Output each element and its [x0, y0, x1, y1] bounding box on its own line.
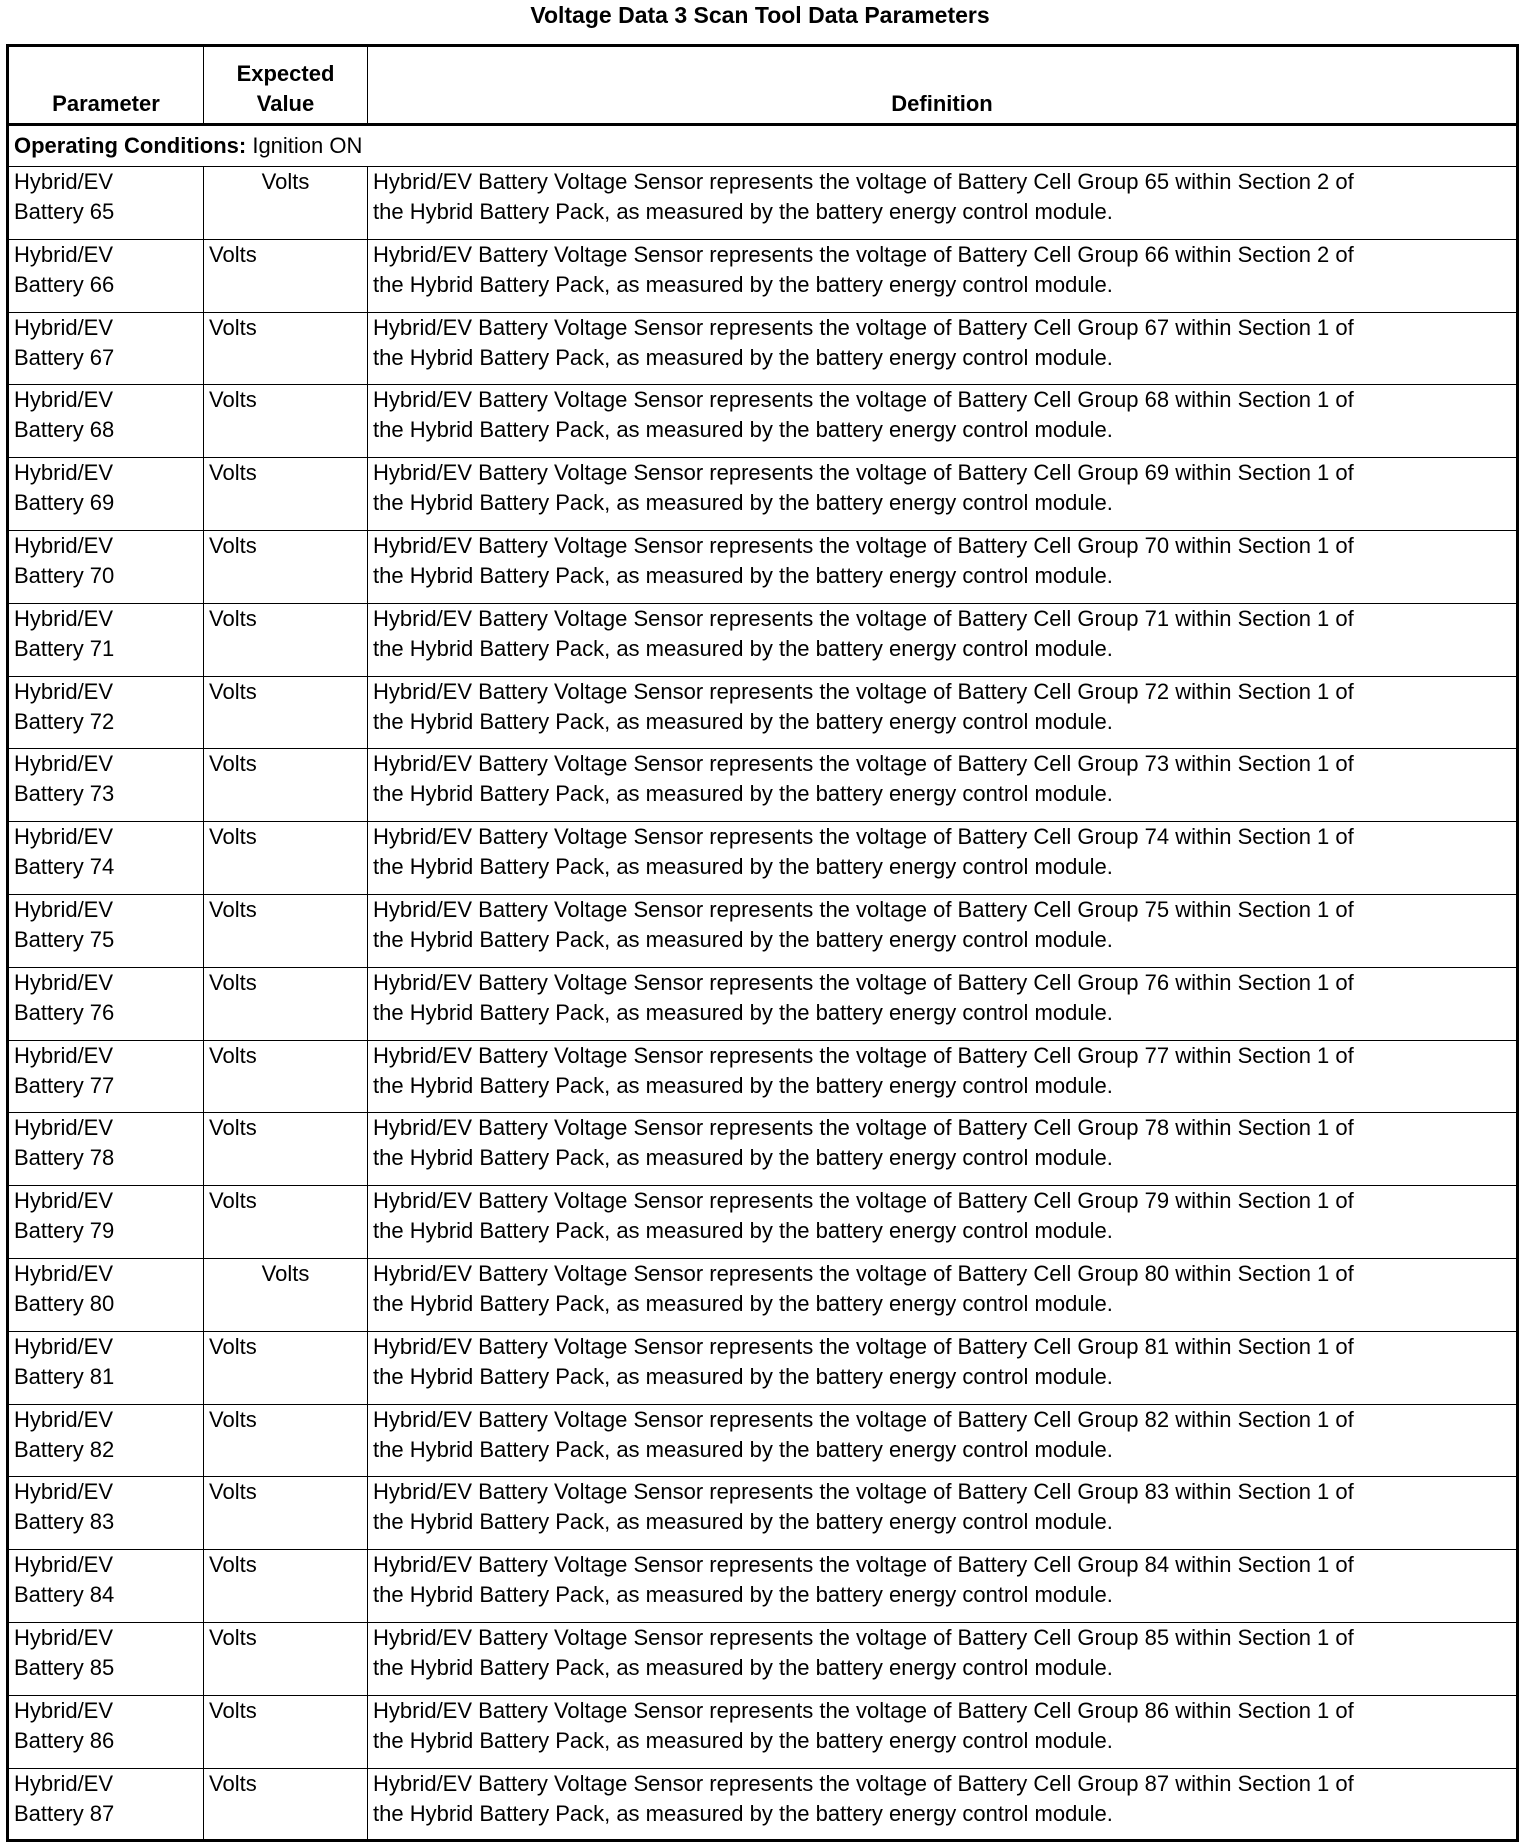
- parameter-name-line1: Hybrid/EV: [14, 1406, 114, 1432]
- parameter-name-line2: Battery 83: [14, 1509, 115, 1535]
- definition-cell: [368, 167, 1518, 240]
- parameter-cell: [8, 167, 204, 240]
- parameter-name-line2: Battery 76: [14, 999, 115, 1025]
- definition-line1: Hybrid/EV Battery Voltage Sensor represents the voltage of Battery Cell Group 65 within Section 2 of: [373, 169, 1354, 194]
- definition-line2: the Hybrid Battery Pack, as measured by the battery energy control module.: [373, 1727, 1113, 1753]
- parameter-name-line2: Battery 65: [14, 199, 115, 224]
- parameter-name-line2: Battery 86: [14, 1727, 115, 1753]
- definition-line1: Hybrid/EV Battery Voltage Sensor represents the voltage of Battery Cell Group 79 within Section 1 of: [373, 1188, 1354, 1214]
- expected-value-cell: Volts: [204, 530, 368, 603]
- definition-line1: Hybrid/EV Battery Voltage Sensor represents the voltage of Battery Cell Group 83 within Section 1 of: [373, 1479, 1354, 1505]
- expected-value-cell: Volts: [204, 1622, 368, 1695]
- definition-line1: Hybrid/EV Battery Voltage Sensor represents the voltage of Battery Cell Group 74 within Section 1 of: [373, 824, 1354, 850]
- definition-cell: [368, 1258, 1518, 1331]
- expected-value-cell: Volts: [204, 676, 368, 749]
- expected-value-cell: Volts: [204, 603, 368, 676]
- definition-line2: the Hybrid Battery Pack, as measured by the battery energy control module.: [373, 635, 1113, 661]
- table-row: [8, 385, 1518, 458]
- definition-line1: Hybrid/EV Battery Voltage Sensor represents the voltage of Battery Cell Group 72 within Section 1 of: [373, 678, 1354, 704]
- definition-line2: the Hybrid Battery Pack, as measured by the battery energy control module.: [373, 1436, 1113, 1462]
- definition-cell: [368, 1477, 1518, 1550]
- parameter-name-line2: Battery 70: [14, 562, 115, 588]
- parameter-name-line1: Hybrid/EV: [14, 1333, 114, 1359]
- definition-line1: Hybrid/EV Battery Voltage Sensor represents the voltage of Battery Cell Group 71 within Section 1 of: [373, 605, 1354, 631]
- parameter-cell: [8, 894, 204, 967]
- definition-line1: Hybrid/EV Battery Voltage Sensor represents the voltage of Battery Cell Group 87 within Section 1 of: [373, 1770, 1354, 1796]
- parameter-name-line2: Battery 79: [14, 1218, 115, 1244]
- table-row: [8, 676, 1518, 749]
- parameter-name-line2: Battery 87: [14, 1800, 115, 1826]
- table-row: [8, 967, 1518, 1040]
- definition-cell: [368, 1404, 1518, 1477]
- definition-cell: [368, 676, 1518, 749]
- parameter-name-line2: Battery 75: [14, 926, 115, 952]
- definition-cell: [368, 385, 1518, 458]
- column-header-expected-value-line2: Value: [256, 91, 315, 116]
- table-row: [8, 1404, 1518, 1477]
- definition-line2: the Hybrid Battery Pack, as measured by the battery energy control module.: [373, 271, 1113, 297]
- parameter-name-line2: Battery 84: [14, 1582, 115, 1608]
- column-header-expected-value-line1: Expected: [236, 61, 335, 86]
- parameter-cell: [8, 1040, 204, 1113]
- parameter-name-line1: Hybrid/EV: [14, 532, 114, 558]
- table-row: [8, 894, 1518, 967]
- definition-line1: Hybrid/EV Battery Voltage Sensor represents the voltage of Battery Cell Group 77 within Section 1 of: [373, 1042, 1354, 1068]
- parameter-name-line2: Battery 67: [14, 344, 115, 370]
- table-row: [8, 1113, 1518, 1186]
- definition-line1: Hybrid/EV Battery Voltage Sensor represents the voltage of Battery Cell Group 66 within Section 2 of: [373, 241, 1354, 267]
- definition-cell: [368, 312, 1518, 385]
- operating-conditions-cell: [8, 125, 1518, 167]
- expected-value-cell: Volts: [204, 1113, 368, 1186]
- definition-line2: the Hybrid Battery Pack, as measured by the battery energy control module.: [373, 562, 1113, 588]
- definition-line2: the Hybrid Battery Pack, as measured by the battery energy control module.: [373, 1800, 1113, 1826]
- definition-line1: Hybrid/EV Battery Voltage Sensor represents the voltage of Battery Cell Group 69 within Section 1 of: [373, 460, 1354, 486]
- parameter-name-line2: Battery 68: [14, 417, 115, 443]
- parameter-name-line2: Battery 78: [14, 1145, 115, 1171]
- parameter-name-line1: Hybrid/EV: [14, 751, 114, 777]
- table-row: [8, 1695, 1518, 1768]
- definition-line1: Hybrid/EV Battery Voltage Sensor represents the voltage of Battery Cell Group 78 within Section 1 of: [373, 1115, 1354, 1141]
- definition-cell: [368, 239, 1518, 312]
- parameter-cell: [8, 312, 204, 385]
- definition-line1: Hybrid/EV Battery Voltage Sensor represents the voltage of Battery Cell Group 75 within Section 1 of: [373, 896, 1354, 922]
- definition-line1: Hybrid/EV Battery Voltage Sensor represents the voltage of Battery Cell Group 76 within Section 1 of: [373, 969, 1354, 995]
- definition-line2: the Hybrid Battery Pack, as measured by the battery energy control module.: [373, 1363, 1113, 1389]
- definition-line2: the Hybrid Battery Pack, as measured by the battery energy control module.: [373, 926, 1113, 952]
- definition-cell: [368, 1113, 1518, 1186]
- parameter-name-line1: Hybrid/EV: [14, 1115, 114, 1141]
- parameter-name-line2: Battery 73: [14, 781, 115, 807]
- definition-line2: the Hybrid Battery Pack, as measured by the battery energy control module.: [373, 1509, 1113, 1535]
- definition-cell: [368, 1695, 1518, 1768]
- table-row: [8, 749, 1518, 822]
- definition-line1: Hybrid/EV Battery Voltage Sensor represents the voltage of Battery Cell Group 70 within Section 1 of: [373, 532, 1354, 558]
- definition-cell: [368, 749, 1518, 822]
- parameter-cell: [8, 530, 204, 603]
- definition-line1: Hybrid/EV Battery Voltage Sensor represents the voltage of Battery Cell Group 73 within Section 1 of: [373, 751, 1354, 777]
- parameter-cell: [8, 1622, 204, 1695]
- parameter-cell: [8, 239, 204, 312]
- expected-value-cell: Volts: [204, 239, 368, 312]
- expected-value-cell: Volts: [204, 1550, 368, 1623]
- definition-line2: the Hybrid Battery Pack, as measured by the battery energy control module.: [373, 490, 1113, 516]
- parameter-name-line1: Hybrid/EV: [14, 1697, 114, 1723]
- parameter-cell: [8, 603, 204, 676]
- expected-value-cell: Volts: [204, 822, 368, 895]
- operating-conditions-value: Ignition ON: [252, 133, 363, 158]
- parameter-name-line2: Battery 72: [14, 708, 115, 734]
- parameter-name-line1: Hybrid/EV: [14, 896, 114, 922]
- expected-value-cell: Volts: [204, 385, 368, 458]
- parameter-cell: [8, 385, 204, 458]
- definition-line1: Hybrid/EV Battery Voltage Sensor represents the voltage of Battery Cell Group 86 within Section 1 of: [373, 1697, 1354, 1723]
- table-row: [8, 312, 1518, 385]
- expected-value-cell: Volts: [204, 1404, 368, 1477]
- table-row: [8, 239, 1518, 312]
- table-row: [8, 1258, 1518, 1331]
- parameter-name-line1: Hybrid/EV: [14, 169, 114, 194]
- parameter-cell: [8, 1186, 204, 1259]
- definition-line2: the Hybrid Battery Pack, as measured by the battery energy control module.: [373, 1145, 1113, 1171]
- parameter-cell: [8, 1550, 204, 1623]
- expected-value-cell: Volts: [204, 1258, 368, 1331]
- parameter-name-line1: Hybrid/EV: [14, 1260, 114, 1286]
- parameter-cell: [8, 1258, 204, 1331]
- definition-cell: [368, 1550, 1518, 1623]
- table-row: [8, 1550, 1518, 1623]
- parameter-name-line1: Hybrid/EV: [14, 314, 114, 340]
- definition-cell: [368, 1040, 1518, 1113]
- parameter-name-line2: Battery 85: [14, 1654, 115, 1680]
- expected-value-cell: Volts: [204, 458, 368, 531]
- definition-line2: the Hybrid Battery Pack, as measured by the battery energy control module.: [373, 344, 1113, 370]
- definition-line1: Hybrid/EV Battery Voltage Sensor represents the voltage of Battery Cell Group 81 within Section 1 of: [373, 1333, 1354, 1359]
- expected-value-cell: Volts: [204, 1695, 368, 1768]
- parameter-name-line1: Hybrid/EV: [14, 460, 114, 486]
- definition-cell: [368, 530, 1518, 603]
- definition-line2: the Hybrid Battery Pack, as measured by the battery energy control module.: [373, 1218, 1113, 1244]
- parameter-name-line2: Battery 69: [14, 490, 115, 516]
- parameter-name-line2: Battery 82: [14, 1436, 115, 1462]
- definition-line2: the Hybrid Battery Pack, as measured by the battery energy control module.: [373, 999, 1113, 1025]
- expected-value-cell: Volts: [204, 1040, 368, 1113]
- expected-value-cell: Volts: [204, 749, 368, 822]
- definition-cell: [368, 1331, 1518, 1404]
- parameter-cell: [8, 1477, 204, 1550]
- table-row: [8, 530, 1518, 603]
- column-header-parameter: Parameter: [8, 46, 204, 125]
- parameter-name-line2: Battery 81: [14, 1363, 115, 1389]
- parameter-cell: [8, 822, 204, 895]
- definition-cell: [368, 822, 1518, 895]
- parameter-name-line2: Battery 66: [14, 271, 115, 297]
- definition-line1: Hybrid/EV Battery Voltage Sensor represents the voltage of Battery Cell Group 80 within Section 1 of: [373, 1260, 1354, 1286]
- parameter-name-line1: Hybrid/EV: [14, 824, 114, 850]
- definition-cell: [368, 458, 1518, 531]
- definition-line2: the Hybrid Battery Pack, as measured by the battery energy control module.: [373, 1582, 1113, 1608]
- parameter-name-line1: Hybrid/EV: [14, 1188, 114, 1214]
- definition-line2: the Hybrid Battery Pack, as measured by the battery energy control module.: [373, 781, 1113, 807]
- parameter-name-line1: Hybrid/EV: [14, 241, 114, 267]
- parameter-name-line1: Hybrid/EV: [14, 1770, 114, 1796]
- parameter-name-line2: Battery 80: [14, 1290, 115, 1316]
- parameter-cell: [8, 967, 204, 1040]
- definition-cell: [368, 1622, 1518, 1695]
- table-row: [8, 458, 1518, 531]
- parameter-name-line1: Hybrid/EV: [14, 605, 114, 631]
- table-row: [8, 1622, 1518, 1695]
- expected-value-cell: Volts: [204, 167, 368, 240]
- definition-line1: Hybrid/EV Battery Voltage Sensor represents the voltage of Battery Cell Group 82 within Section 1 of: [373, 1406, 1354, 1432]
- parameter-cell: [8, 1113, 204, 1186]
- expected-value-cell: Volts: [204, 1477, 368, 1550]
- parameter-cell: [8, 676, 204, 749]
- definition-cell: [368, 967, 1518, 1040]
- definition-cell: [368, 894, 1518, 967]
- definition-line2: the Hybrid Battery Pack, as measured by the battery energy control module.: [373, 1072, 1113, 1098]
- parameter-name-line1: Hybrid/EV: [14, 387, 114, 413]
- column-header-definition: Definition: [368, 46, 1518, 125]
- parameter-name-line1: Hybrid/EV: [14, 1624, 114, 1650]
- table-row: [8, 1331, 1518, 1404]
- parameter-name-line2: Battery 74: [14, 854, 115, 880]
- parameter-cell: [8, 749, 204, 822]
- definition-line1: Hybrid/EV Battery Voltage Sensor represents the voltage of Battery Cell Group 68 within Section 1 of: [373, 387, 1354, 413]
- table-row: [8, 822, 1518, 895]
- expected-value-cell: Volts: [204, 1768, 368, 1841]
- table-row: [8, 1040, 1518, 1113]
- expected-value-cell: Volts: [204, 894, 368, 967]
- parameter-name-line1: Hybrid/EV: [14, 969, 114, 995]
- parameter-cell: [8, 1404, 204, 1477]
- table-row: [8, 167, 1518, 240]
- definition-line1: Hybrid/EV Battery Voltage Sensor represents the voltage of Battery Cell Group 85 within Section 1 of: [373, 1624, 1354, 1650]
- definition-line2: the Hybrid Battery Pack, as measured by the battery energy control module.: [373, 199, 1113, 224]
- parameter-cell: [8, 1695, 204, 1768]
- table-row: [8, 1186, 1518, 1259]
- expected-value-cell: Volts: [204, 312, 368, 385]
- operating-conditions-label: Operating Conditions:: [14, 133, 247, 158]
- page-title: Voltage Data 3 Scan Tool Data Parameters: [530, 2, 990, 28]
- definition-cell: [368, 1186, 1518, 1259]
- definition-line2: the Hybrid Battery Pack, as measured by the battery energy control module.: [373, 1290, 1113, 1316]
- definition-line2: the Hybrid Battery Pack, as measured by the battery energy control module.: [373, 708, 1113, 734]
- table-row: [8, 603, 1518, 676]
- table-body: [8, 125, 1518, 1841]
- expected-value-cell: Volts: [204, 1186, 368, 1259]
- parameter-name-line1: Hybrid/EV: [14, 1479, 114, 1505]
- expected-value-cell: Volts: [204, 1331, 368, 1404]
- parameter-name-line2: Battery 71: [14, 635, 115, 661]
- parameter-name-line1: Hybrid/EV: [14, 678, 114, 704]
- column-header-expected-value: [204, 46, 368, 125]
- definition-line2: the Hybrid Battery Pack, as measured by the battery energy control module.: [373, 1654, 1113, 1680]
- parameter-name-line2: Battery 77: [14, 1072, 115, 1098]
- scan-tool-parameters-table: [6, 44, 1519, 1842]
- parameter-cell: [8, 1331, 204, 1404]
- definition-line1: Hybrid/EV Battery Voltage Sensor represents the voltage of Battery Cell Group 67 within Section 1 of: [373, 314, 1354, 340]
- definition-line1: Hybrid/EV Battery Voltage Sensor represents the voltage of Battery Cell Group 84 within Section 1 of: [373, 1552, 1354, 1578]
- operating-conditions-row: [8, 125, 1518, 167]
- table-row: [8, 1477, 1518, 1550]
- parameter-name-line1: Hybrid/EV: [14, 1552, 114, 1578]
- parameter-cell: [8, 458, 204, 531]
- table-header-row: [8, 46, 1518, 125]
- parameter-name-line1: Hybrid/EV: [14, 1042, 114, 1068]
- definition-line2: the Hybrid Battery Pack, as measured by the battery energy control module.: [373, 854, 1113, 880]
- definition-line2: the Hybrid Battery Pack, as measured by the battery energy control module.: [373, 417, 1113, 443]
- definition-cell: [368, 603, 1518, 676]
- expected-value-cell: Volts: [204, 967, 368, 1040]
